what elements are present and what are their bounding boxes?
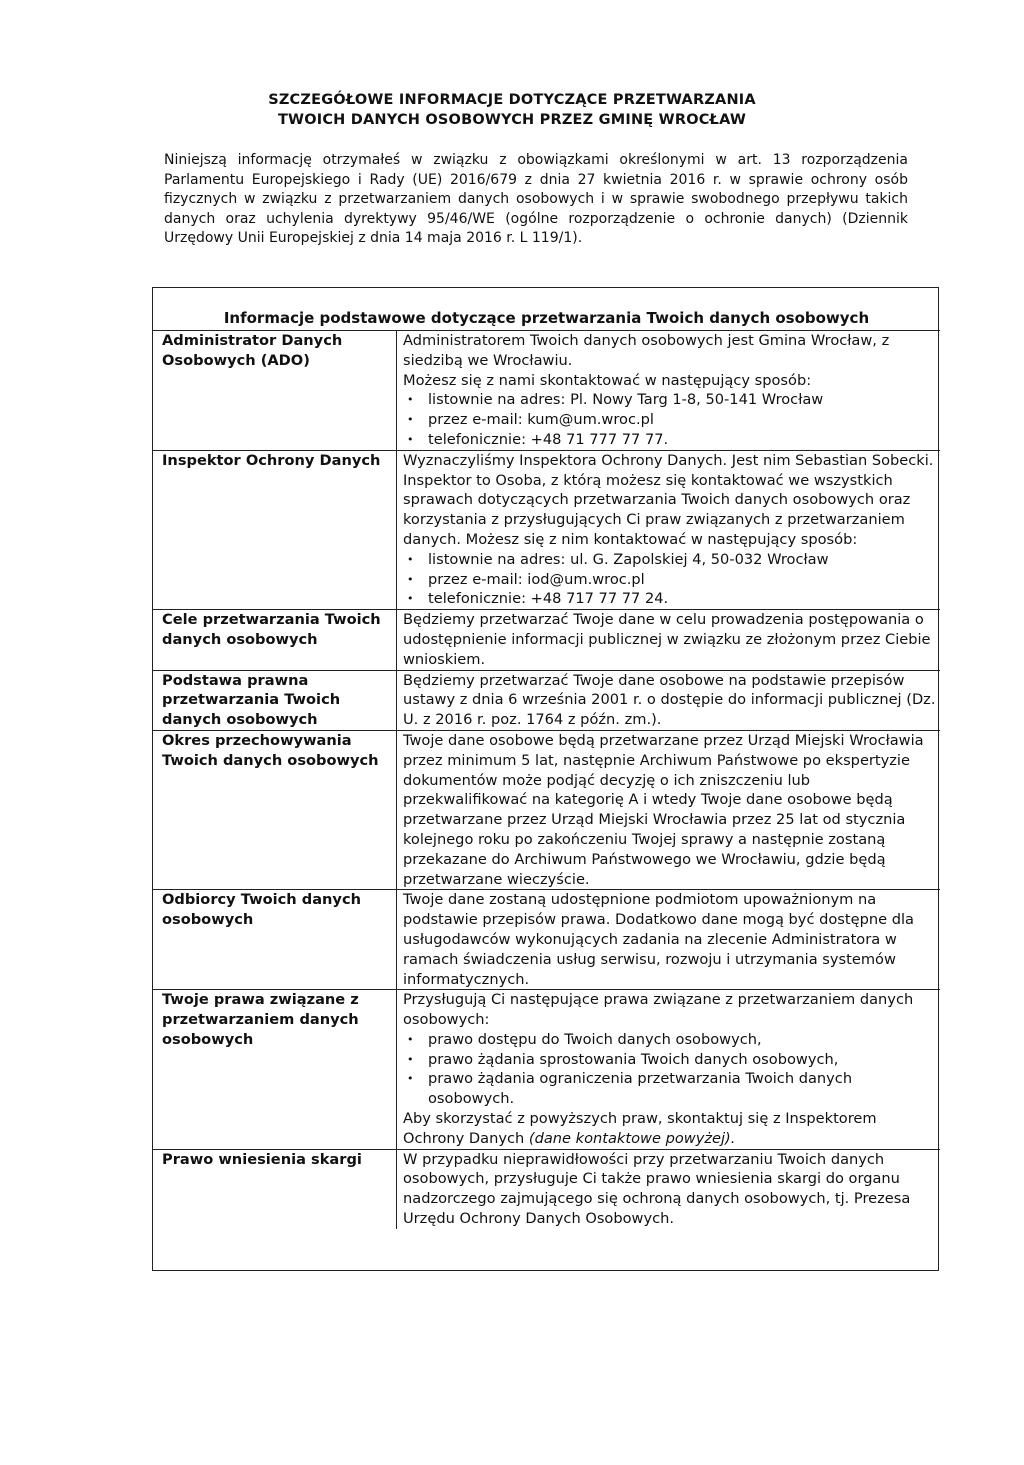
row-label: Odbiorcy Twoich danych osobowych xyxy=(153,890,397,990)
table-heading: Informacje podstawowe dotyczące przetwarzania Twoich danych osobowych xyxy=(223,309,870,327)
row-text: Wyznaczyliśmy Inspektora Ochrony Danych. Jest nim Sebastian Sobecki. Inspektor to Osoba, z którą możesz się kontaktować we wszystkich sprawach dotyczących przetwarzania Twoich danych osobowych oraz korzystania z przysługujących Ci praw związanych z przetwarzaniem danych. Możesz się z nim kontaktować w następujący sposób: xyxy=(403,451,934,548)
row-label: Inspektor Ochrony Danych xyxy=(153,450,397,609)
list-item: • prawo żądania sprostowania Twoich danych osobowych, xyxy=(428,1050,936,1070)
table-row xyxy=(153,450,940,609)
list-item: • listownie na adres: ul. G. Zapolskiej 4, 50-032 Wrocław xyxy=(428,550,936,570)
list-item: • przez e-mail: iod@um.wroc.pl xyxy=(428,570,936,590)
rights-list xyxy=(403,1030,936,1109)
row-label: Okres przechowywania Twoich danych osobowych xyxy=(153,730,397,889)
row-content: Twoje dane zostaną udostępnione podmiotom upoważnionym na podstawie przepisów prawa. Dodatkowo dane mogą być dostępne dla usługodawców wykonujących zadania na zlecenie Administratora w ramach świadczenia usług serwisu, rozwoju i utrzymania systemów informatycznych. xyxy=(397,890,941,990)
row-content xyxy=(397,450,941,609)
row-content: W przypadku nieprawidłowości przy przetwarzaniu Twoich danych osobowych, przysługuje Ci także prawo wniesienia skargi do organu nadzorczego zajmującego się ochroną danych osobowych, tj. Prezesa Urzędu Ochrony Danych Osobowych. xyxy=(397,1149,941,1229)
contact-intro: Możesz się z nami skontaktować w następujący sposób: xyxy=(403,371,812,389)
row-label: Administrator Danych Osobowych (ADO) xyxy=(153,331,397,451)
row-label: Podstawa prawna przetwarzania Twoich danych osobowych xyxy=(153,670,397,730)
list-item: • prawo dostępu do Twoich danych osobowych, xyxy=(428,1030,936,1050)
info-table xyxy=(153,330,940,1229)
document-title xyxy=(0,90,1024,130)
table-row xyxy=(153,331,940,451)
contact-list xyxy=(403,550,936,609)
table-row xyxy=(153,670,940,730)
title-line-2: TWOICH DANYCH OSOBOWYCH PRZEZ GMINĘ WROCŁAW xyxy=(277,112,747,128)
list-item: • telefonicznie: +48 71 777 77 77. xyxy=(428,430,936,450)
list-item: • telefonicznie: +48 717 77 77 24. xyxy=(428,589,936,609)
row-label: Prawo wniesienia skargi xyxy=(153,1149,397,1229)
title-line-1: SZCZEGÓŁOWE INFORMACJE DOTYCZĄCE PRZETWARZANIA xyxy=(268,92,756,108)
row-content: Będziemy przetwarzać Twoje dane osobowe na podstawie przepisów ustawy z dnia 6 września 2001 r. o dostępie do informacji publicznej (Dz. U. z 2016 r. poz. 1764 z późn. zm.). xyxy=(397,670,941,730)
row-label: Cele przetwarzania Twoich danych osobowych xyxy=(153,610,397,670)
row-content xyxy=(397,990,941,1149)
contact-list xyxy=(403,390,936,449)
row-text: Przysługują Ci następujące prawa związane z przetwarzaniem danych osobowych: xyxy=(403,991,914,1029)
rights-outro xyxy=(403,1109,936,1149)
table-row xyxy=(153,990,940,1149)
row-content xyxy=(397,331,941,451)
table-row xyxy=(153,1149,940,1229)
table-row xyxy=(153,610,940,670)
list-item: • listownie na adres: Pl. Nowy Targ 1-8, 50-141 Wrocław xyxy=(428,390,936,410)
row-text: Administratorem Twoich danych osobowych jest Gmina Wrocław, z siedzibą we Wrocławiu. xyxy=(403,332,890,369)
info-table-frame xyxy=(152,287,939,1271)
table-row xyxy=(153,890,940,990)
outro-italic: (dane kontaktowe powyżej). xyxy=(528,1129,736,1147)
list-item: • przez e-mail: kum@um.wroc.pl xyxy=(428,410,936,430)
list-item: • prawo żądania ograniczenia przetwarzania Twoich danych osobowych. xyxy=(428,1069,936,1109)
outro-text: Aby skorzystać z powyższych praw, skontaktuj się z Inspektorem Ochrony Danych xyxy=(403,1110,877,1147)
row-content: Będziemy przetwarzać Twoje dane w celu prowadzenia postępowania o udostępnienie informacji publicznej w związku ze złożonym przez Ciebie wnioskiem. xyxy=(397,610,941,670)
intro-paragraph: Niniejszą informację otrzymałeś w związku z obowiązkami określonymi w art. 13 rozporządzenia Parlamentu Europejskiego i Rady (UE) 2016/679 z dnia 27 kwietnia 2016 r. w sprawie ochrony osób fizycznych w związku z przetwarzaniem danych osobowych i w sprawie swobodnego przepływu takich danych oraz uchylenia dyrektywy 95/46/WE (ogólne rozporządzenie o ochronie danych) (Dziennik Urzędowy Unii Europejskiej z dnia 14 maja 2016 r. L 119/1). xyxy=(164,152,908,246)
row-label: Twoje prawa związane z przetwarzaniem danych osobowych xyxy=(153,990,397,1149)
row-content: Twoje dane osobowe będą przetwarzane przez Urząd Miejski Wrocławia przez minimum 5 lat, następnie Archiwum Państwowe po ekspertyzie dokumentów może podjąć decyzję o ich zniszczeniu lub przekwalifikować na kategorię A i wtedy Twoje dane osobowe będą przetwarzane przez Urząd Miejski Wrocławia przez 25 lat od stycznia kolejnego roku po zakończeniu Twojej sprawy a następnie zostaną przekazane do Archiwum Państwowego we Wrocławiu, gdzie będą przetwarzane wieczyście. xyxy=(397,730,941,889)
table-row xyxy=(153,730,940,889)
